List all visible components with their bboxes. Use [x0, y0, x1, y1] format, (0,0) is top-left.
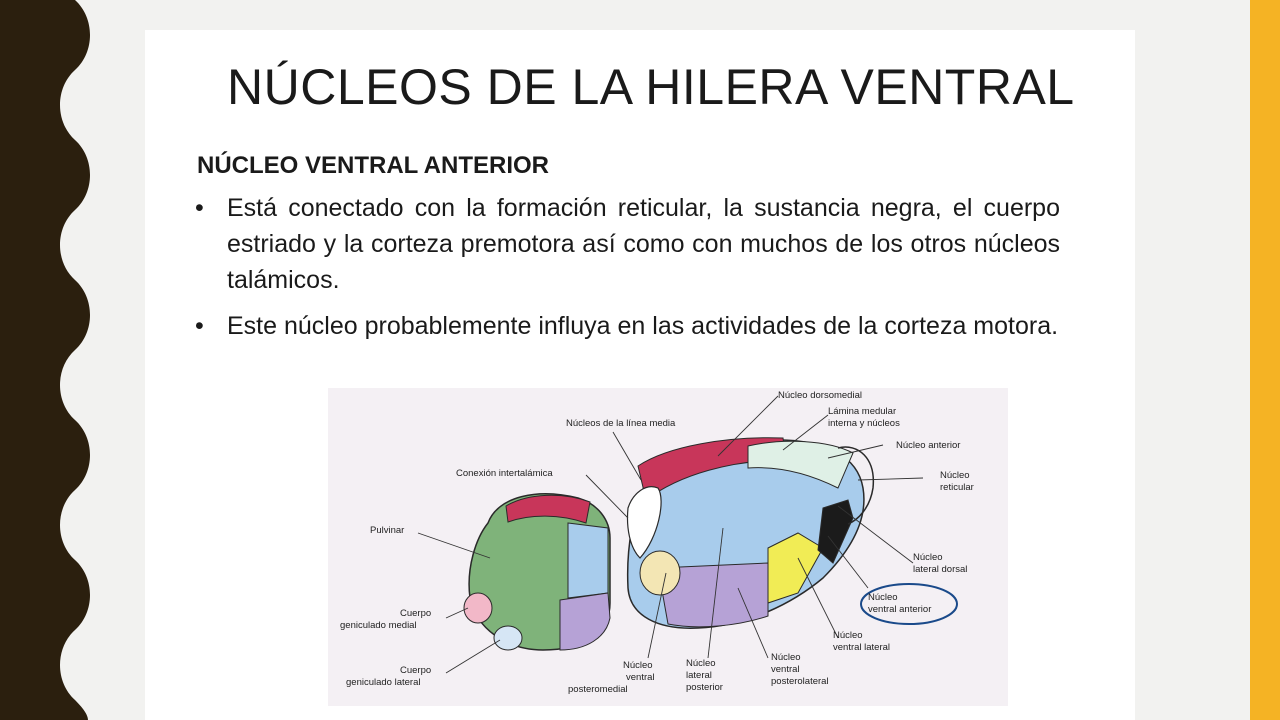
label-geniculado-lateral-2: geniculado lateral — [346, 677, 421, 688]
label-vpm-2: ventral — [626, 672, 655, 683]
label-nucleo-dorsomedial: Núcleo dorsomedial — [778, 390, 862, 401]
label-vpl-1: Núcleo — [771, 652, 801, 663]
label-nucleo-ventral-anterior-1: Núcleo — [868, 592, 898, 603]
main-thalamus-block — [628, 438, 874, 628]
label-lp-1: Núcleo — [686, 658, 716, 669]
label-pulvinar: Pulvinar — [370, 525, 405, 536]
section-subtitle: NÚCLEO VENTRAL ANTERIOR — [197, 152, 550, 179]
thalamus-diagram — [328, 388, 1008, 706]
label-vpl-2: ventral — [771, 664, 800, 675]
label-geniculado-medial-1: Cuerpo — [400, 608, 432, 619]
bullet-item: • Está conectado con la formación reticular, la sustancia negra, el cuerpo estriado y la corteza premotora así como con muchos de los otros núcleos talámicos. — [185, 190, 1060, 298]
label-nucleo-reticular-1: Núcleo — [940, 470, 970, 481]
label-lamina-medular-1: Lámina medular — [828, 406, 897, 417]
label-conexion-intertalamica: Conexión intertalámica — [456, 468, 553, 479]
right-accent-strip — [1250, 0, 1280, 720]
pulvinar-block — [464, 494, 610, 650]
label-nucleos-linea-media: Núcleos de la línea media — [566, 418, 676, 429]
thalamus-illustration — [328, 388, 1008, 706]
label-geniculado-lateral-1: Cuerpo — [400, 665, 432, 676]
slide-title: NÚCLEOS DE LA HILERA VENTRAL — [227, 59, 1075, 115]
label-vpl-3: posterolateral — [771, 676, 829, 687]
label-nucleo-ventral-lateral-2: ventral lateral — [833, 642, 891, 653]
label-nucleo-lateral-dorsal-2: lateral dorsal — [913, 564, 968, 575]
label-nucleo-lateral-dorsal-1: Núcleo — [913, 552, 943, 563]
label-vpm-1: Núcleo — [623, 660, 653, 671]
label-nucleo-reticular-2: reticular — [940, 482, 974, 493]
label-geniculado-medial-2: geniculado medial — [340, 620, 417, 631]
label-vpm-3: posteromedial — [568, 684, 628, 695]
wavy-left-border — [0, 0, 100, 720]
label-lamina-medular-2: interna y núcleos — [828, 418, 900, 429]
bullet-list — [185, 190, 1060, 354]
label-lp-3: posterior — [686, 682, 723, 693]
slide-content — [145, 30, 1135, 720]
label-nucleo-anterior: Núcleo anterior — [896, 440, 961, 451]
bullet-item: • Este núcleo probablemente influya en las actividades de la corteza motora. — [185, 308, 1060, 344]
label-nucleo-ventral-anterior-2: ventral anterior — [868, 604, 932, 615]
label-nucleo-ventral-lateral-1: Núcleo — [833, 630, 863, 641]
label-lp-2: lateral — [686, 670, 712, 681]
